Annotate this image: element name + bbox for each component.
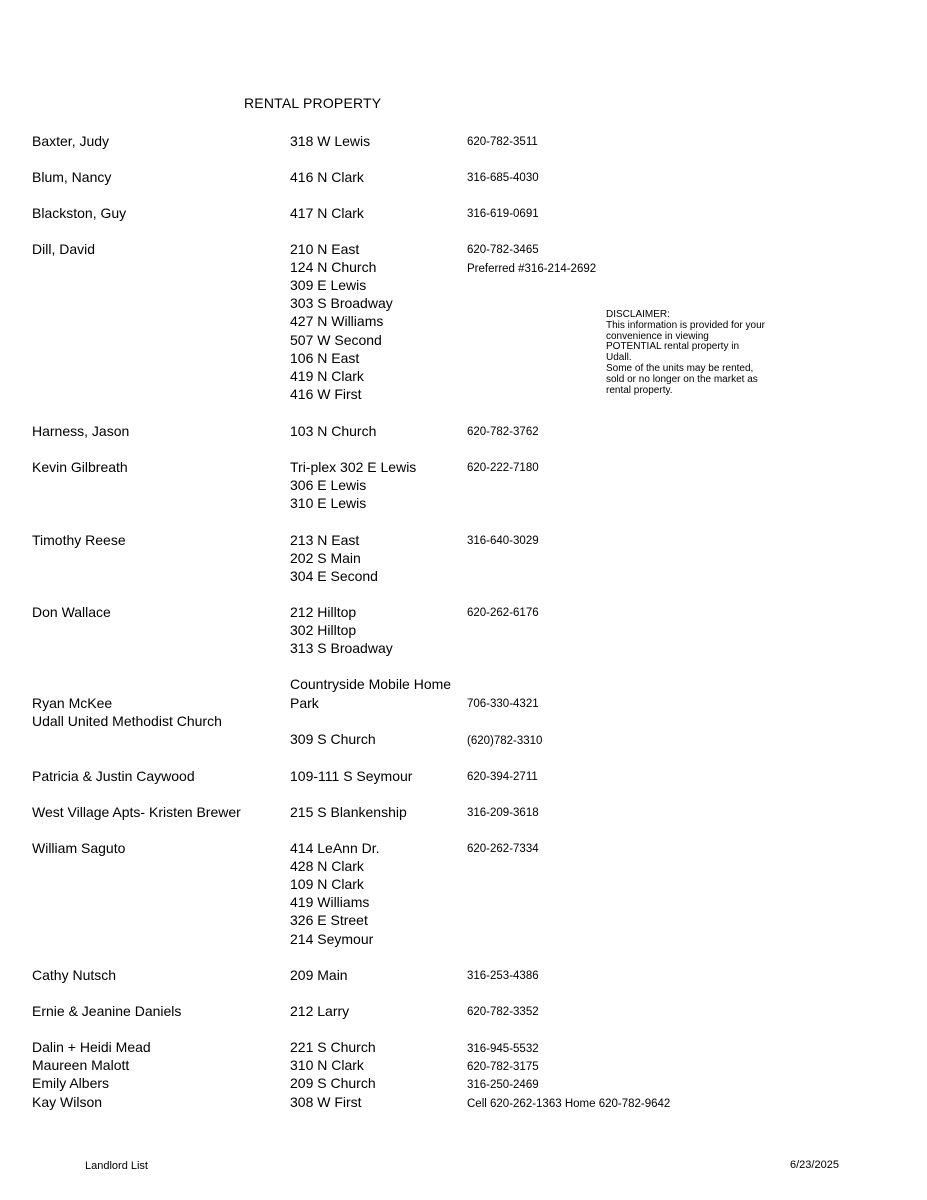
property-address: 507 W Second <box>290 332 382 348</box>
landlord-name: Udall United Methodist Church <box>32 713 222 729</box>
phone-number: 316-685-4030 <box>467 172 539 184</box>
property-address: 109 N Clark <box>290 876 364 892</box>
property-address: 419 N Clark <box>290 368 364 384</box>
property-address: 416 N Clark <box>290 169 364 185</box>
disclaimer-line: sold or no longer on the market as <box>606 373 758 385</box>
property-address: 202 S Main <box>290 550 361 566</box>
property-address: 309 S Church <box>290 731 376 747</box>
landlord-name: Kay Wilson <box>32 1094 103 1110</box>
landlord-name: Blum, Nancy <box>32 169 112 185</box>
landlord-name: Blackston, Guy <box>32 205 127 221</box>
phone-number: 316-640-3029 <box>467 535 539 547</box>
property-address: Tri-plex 302 E Lewis <box>290 459 417 475</box>
property-address: 310 E Lewis <box>290 495 367 511</box>
landlord-name: West Village Apts- Kristen Brewer <box>32 804 241 820</box>
phone-number: 706-330-4321 <box>467 698 539 710</box>
property-address: 212 Hilltop <box>290 604 357 620</box>
landlord-name: Baxter, Judy <box>32 133 110 149</box>
property-address: 428 N Clark <box>290 858 364 874</box>
disclaimer-line: This information is provided for your <box>606 319 765 331</box>
property-address: 214 Seymour <box>290 931 374 947</box>
property-address: 414 LeAnn Dr. <box>290 840 380 856</box>
landlord-name: Timothy Reese <box>32 532 126 548</box>
property-address: Countryside Mobile Home <box>290 676 452 692</box>
phone-number: 316-250-2469 <box>467 1079 539 1091</box>
landlord-name: Patricia & Justin Caywood <box>32 768 195 784</box>
disclaimer-line: Udall. <box>606 352 632 364</box>
disclaimer-line: POTENTIAL rental property in <box>606 341 740 353</box>
property-address: 302 Hilltop <box>290 622 357 638</box>
property-address: 124 N Church <box>290 259 377 275</box>
landlord-name: Ryan McKee <box>32 695 113 711</box>
property-address: 310 N Clark <box>290 1057 364 1073</box>
property-address: 103 N Church <box>290 423 377 439</box>
disclaimer-line: Some of the units may be rented, <box>606 362 754 374</box>
property-address: 326 E Street <box>290 912 368 928</box>
property-address: 303 S Broadway <box>290 295 393 311</box>
landlord-name: Harness, Jason <box>32 423 130 439</box>
phone-number: 316-209-3618 <box>467 807 539 819</box>
landlord-name: Don Wallace <box>32 604 111 620</box>
landlord-name: Dill, David <box>32 241 96 257</box>
footer-date: 6/23/2025 <box>790 1159 839 1171</box>
property-address: 213 N East <box>290 532 360 548</box>
phone-number: 620-782-3175 <box>467 1061 539 1073</box>
landlord-name: Dalin + Heidi Mead <box>32 1039 151 1055</box>
phone-number: 620-782-3465 <box>467 244 539 256</box>
property-address: 306 E Lewis <box>290 477 367 493</box>
landlord-name: Ernie & Jeanine Daniels <box>32 1003 182 1019</box>
property-address: 313 S Broadway <box>290 640 393 656</box>
phone-number: 620-782-3352 <box>467 1006 539 1018</box>
property-address: 309 E Lewis <box>290 277 367 293</box>
property-address: 417 N Clark <box>290 205 364 221</box>
landlord-name: Kevin Gilbreath <box>32 459 128 475</box>
property-address: 210 N East <box>290 241 360 257</box>
page-title: RENTAL PROPERTY <box>244 95 382 111</box>
landlord-name: Maureen Malott <box>32 1057 130 1073</box>
property-address: 209 S Church <box>290 1075 376 1091</box>
property-address: 209 Main <box>290 967 348 983</box>
property-address: 318 W Lewis <box>290 133 371 149</box>
preferred-phone-note: Preferred #316-214-2692 <box>467 263 597 275</box>
property-address: 427 N Williams <box>290 313 384 329</box>
phone-number: 620-394-2711 <box>467 771 538 783</box>
phone-number: 620-782-3511 <box>467 136 538 148</box>
disclaimer-line: convenience in viewing <box>606 330 709 342</box>
landlord-name: William Saguto <box>32 840 126 856</box>
property-address: 304 E Second <box>290 568 378 584</box>
property-address: 215 S Blankenship <box>290 804 407 820</box>
phone-number: 620-782-3762 <box>467 426 539 438</box>
landlord-name: Emily Albers <box>32 1075 110 1091</box>
property-address: 308 W First <box>290 1094 362 1110</box>
property-address: 106 N East <box>290 350 360 366</box>
footer-document-title: Landlord List <box>85 1160 148 1172</box>
property-address: 212 Larry <box>290 1003 350 1019</box>
phone-number: 620-222-7180 <box>467 462 539 474</box>
phone-number: 620-262-6176 <box>467 607 539 619</box>
phone-number: 316-945-5532 <box>467 1043 539 1055</box>
disclaimer <box>606 310 796 396</box>
disclaimer-heading: DISCLAIMER: <box>606 309 670 320</box>
property-address: 221 S Church <box>290 1039 376 1055</box>
landlord-name: Cathy Nutsch <box>32 967 117 983</box>
phone-number: (620)782-3310 <box>467 735 543 747</box>
property-address: 419 Williams <box>290 894 370 910</box>
phone-number: 316-253-4386 <box>467 970 539 982</box>
property-address: 109-111 S Seymour <box>290 768 413 784</box>
property-address: 416 W First <box>290 386 362 402</box>
property-address: Park <box>290 695 319 711</box>
disclaimer-line: rental property. <box>606 384 673 396</box>
phone-number: 620-262-7334 <box>467 843 539 855</box>
phone-number: Cell 620-262-1363 Home 620-782-9642 <box>467 1098 671 1110</box>
phone-number: 316-619-0691 <box>467 208 539 220</box>
